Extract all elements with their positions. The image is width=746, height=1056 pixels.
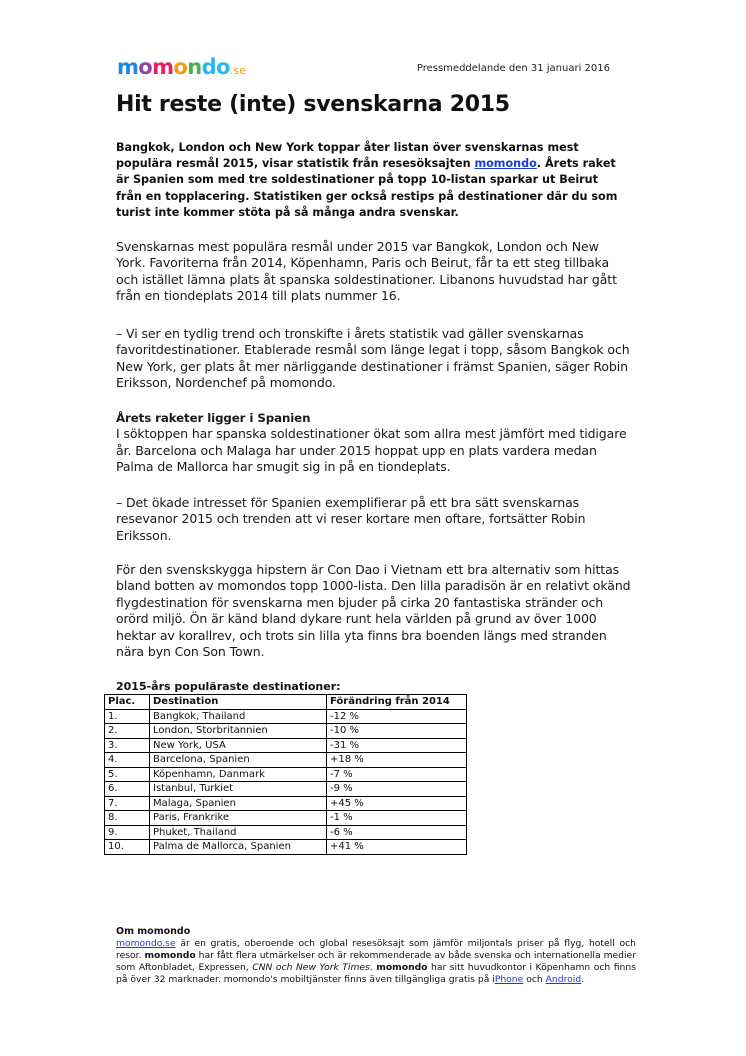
rank-cell: 5. [105,767,150,782]
change-cell: -9 % [327,782,467,797]
change-cell: -6 % [327,825,467,840]
destination-cell: Barcelona, Spanien [150,753,327,768]
change-cell: +45 % [327,796,467,811]
destination-cell: London, Storbritannien [150,724,327,739]
logo-letter: n [187,55,202,79]
section-text: I söktoppen har spanska soldestinationer ökat som allra mest jämfört med tidigare år. Barcelona och Malaga har under 2015 hoppat upp en plats vardera medan Palma de Mallorca har smugit sig in på en tiondeplats. [116,426,627,475]
header-cell: Destination [150,695,327,710]
rank-cell: 4. [105,753,150,768]
rank-cell: 10. [105,840,150,855]
destination-cell: Phuket, Thailand [150,825,327,840]
about-brand: momondo [376,962,428,973]
change-cell: -1 % [327,811,467,826]
rank-cell: 3. [105,738,150,753]
rank-cell: 8. [105,811,150,826]
table-row [105,709,467,724]
body-paragraph-1: Svenskarnas mest populära resmål under 2015 var Bangkok, London och New York. Favoriterna från 2014, Köpenhamn, Paris och Beirut, får ta ett steg tillbaka och istället lämna plats åt spanska soldestinationer. Libanons huvudstad har gått från en tiondeplats 2014 till plats nummer 16. [116,239,617,304]
destination-cell: Paris, Frankrike [150,811,327,826]
destination-cell: New York, USA [150,738,327,753]
logo-letter: m [117,55,139,79]
rank-cell: 6. [105,782,150,797]
intro-text: . Årets raket är Spanien som med tre soldestinationer på topp 10-listan sparkar ut Beirut från en topplacering. Statistiken ger också restips på destinationer där du som turist inte kommer stöta på så många andra svenskar. [116,157,618,219]
rank-cell: 1. [105,709,150,724]
table-row [105,753,467,768]
logo-suffix: .se [229,64,246,77]
change-cell: +41 % [327,840,467,855]
table-row [105,767,467,782]
body-paragraph-4: – Det ökade intresset för Spanien exemplifierar på ett bra sätt svenskarnas resevanor 2015 och trenden att vi reser kortare men oftare, fortsätter Robin Eriksson. [116,495,586,543]
rank-cell: 9. [105,825,150,840]
press-date: Pressmeddelande den 31 januari 2016 [416,63,610,74]
android-link[interactable]: Android [545,974,582,985]
body-paragraph-3 [116,410,631,476]
about-brand: momondo [144,950,196,961]
destinations-table [104,694,467,855]
table-row [105,811,467,826]
momondo-link[interactable]: momondo [474,157,537,171]
rank-cell: 2. [105,724,150,739]
about-text-part: är en gratis, oberoende och global resesöksajt som jämför miljontals priser på flyg, hotell och resor. [116,938,636,961]
logo-letter: o [173,55,188,79]
logo-letter: o [138,55,153,79]
about-title: Om momondo [116,926,191,937]
change-cell: -31 % [327,738,467,753]
table-title: 2015-års populäraste destinationer: [116,680,341,693]
header [116,55,636,80]
change-cell: -7 % [327,767,467,782]
destination-cell: Köpenhamn, Danmark [150,767,327,782]
destination-cell: Malaga, Spanien [150,796,327,811]
body-paragraph-5: För den svenskskygga hipstern är Con Dao i Vietnam ett bra alternativ som hittas bland botten av momondos topp 1000-lista. Den lilla paradisön är en relativt okänd flygdestination för svenskarna men bjuder på cirka 20 fantastiska stränder och orörd miljö. Ön är känd bland dykare runt hela världen på grund av över 1000 hektar av korallrev, och trots sin lilla yta finns bra boenden längs med stranden nära byn Con Son Town. [116,562,631,660]
about-text-part: och [523,974,546,985]
table-row [105,782,467,797]
change-cell: -10 % [327,724,467,739]
about-section [116,926,636,986]
intro-paragraph [116,140,626,221]
table-row [105,796,467,811]
destination-cell: Palma de Mallorca, Spanien [150,840,327,855]
table-row [105,724,467,739]
destination-cell: Bangkok, Thailand [150,709,327,724]
about-media: CNN och New York Times [252,962,370,973]
table-row [105,840,467,855]
change-cell: -12 % [327,709,467,724]
about-text-part: . [581,974,585,985]
change-cell: +18 % [327,753,467,768]
logo-letter: do [201,55,230,79]
header-cell: Förändring från 2014 [327,695,467,710]
table-header-row [105,695,467,710]
body-paragraph-2: – Vi ser en tydlig trend och tronskifte i årets statistik vad gäller svenskarnas favoritdestinationer. Etablerade resmål som länge legat i topp, såsom Bangkok och New York, ger plats åt mer närliggande destinationer i främst Spanien, säger Robin Eriksson, Nordenchef på momondo. [116,326,630,391]
momondo-site-link[interactable]: momondo.se [116,938,176,949]
logo-letter: m [152,55,174,79]
rank-cell: 7. [105,796,150,811]
about-text-part: har sitt huvudkontor i Köpenhamn och finns på över 32 marknader. momondo's mobiltjänster finns även tillgängliga gratis på i [116,962,636,985]
iphone-link[interactable]: Phone [494,974,524,985]
table-row [105,738,467,753]
about-text [116,938,636,986]
momondo-logo[interactable] [117,55,246,79]
intro-text: Bangkok, London och New York toppar åter listan över svenskarnas mest populära resmål 2015, visar statistik från resesöksajten [116,141,579,171]
destination-cell: Istanbul, Turkiet [150,782,327,797]
about-text-part: har fått flera utmärkelser och är rekommenderade av både svenska och internationella medier som Aftonbladet, Expressen, [116,950,636,973]
table-row [105,825,467,840]
header-cell: Plac. [105,695,150,710]
section-heading: Årets raketer ligger i Spanien [116,411,311,425]
about-text-part: . [369,962,377,973]
page-title: Hit reste (inte) svenskarna 2015 [116,92,510,117]
